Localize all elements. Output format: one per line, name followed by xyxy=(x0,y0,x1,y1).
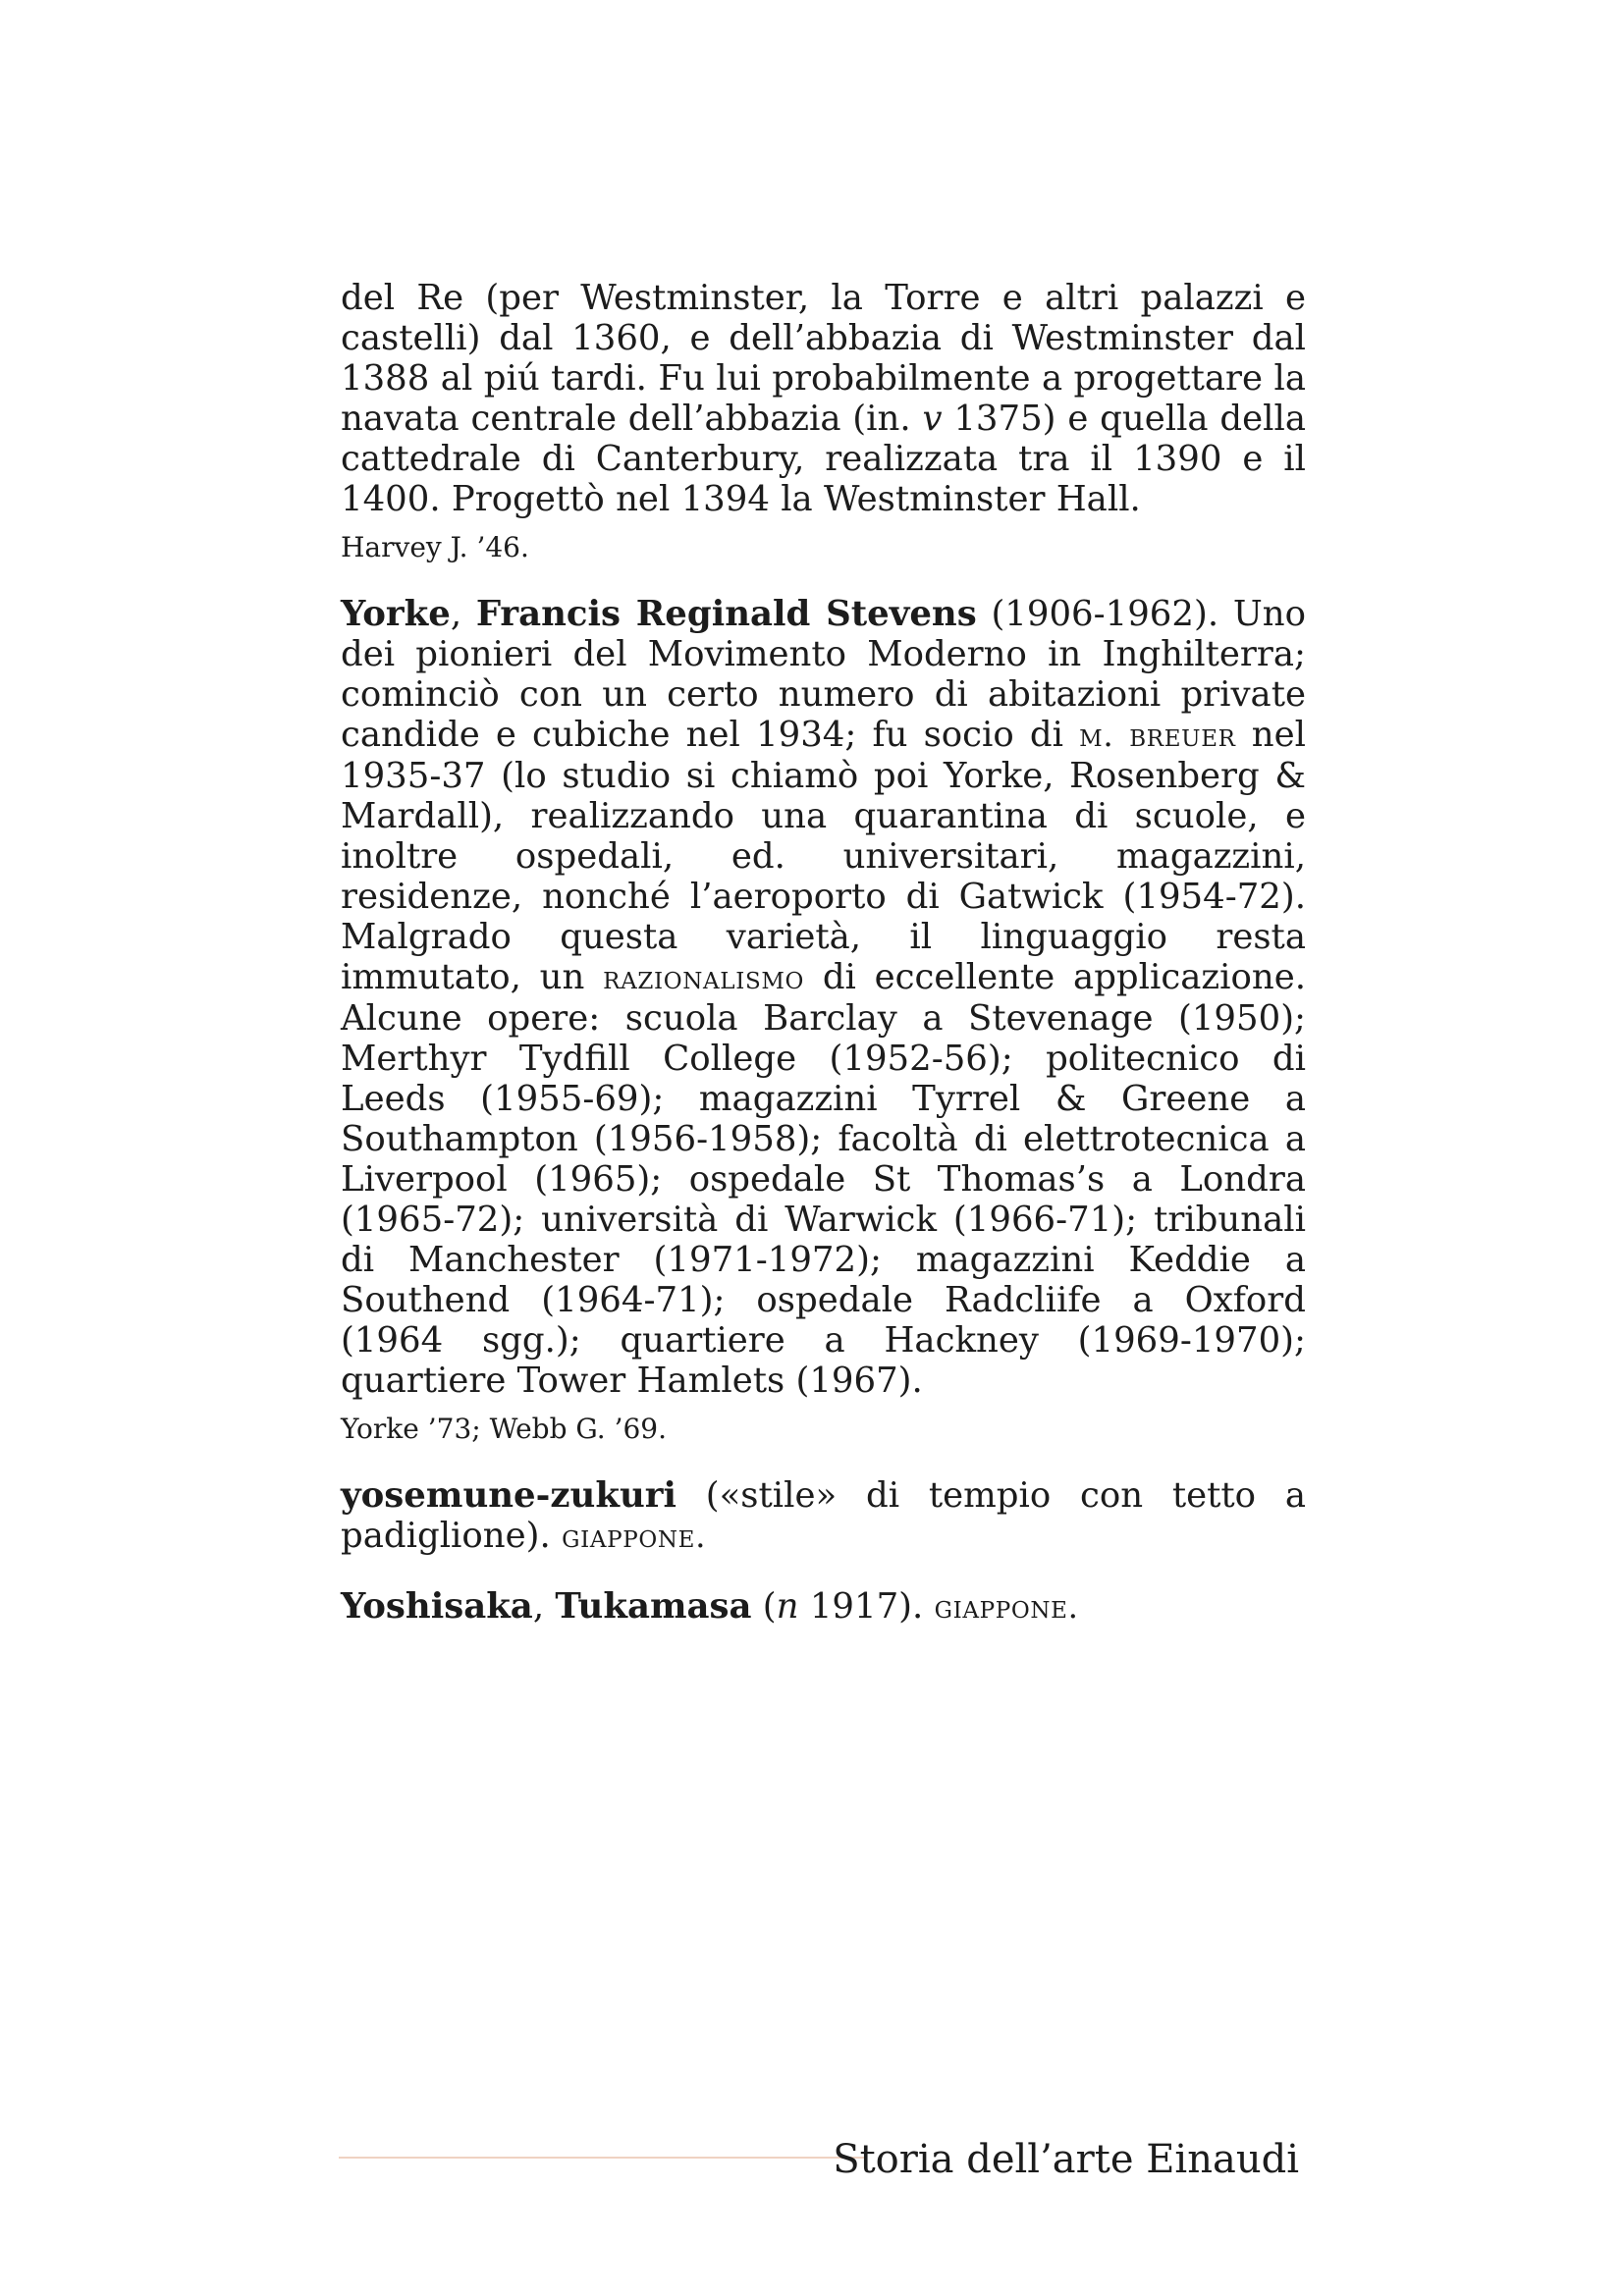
entry-yorke xyxy=(341,594,1306,1446)
cross-reference[interactable]: giappone. xyxy=(562,1518,707,1555)
footer-rule xyxy=(339,2157,865,2159)
entry-headword-name: Francis Reginald Stevens xyxy=(475,594,977,634)
entry-yoshisaka xyxy=(341,1586,1306,1628)
cross-reference[interactable]: razionalismo xyxy=(603,959,805,996)
entry-headword-surname: Yorke xyxy=(341,594,451,634)
cross-reference[interactable]: m. breuer xyxy=(1079,717,1236,754)
entry-headword: yosemune-zukuri xyxy=(341,1475,676,1516)
bibliography-ref: Harvey J. ’46. xyxy=(341,531,529,563)
entry-yosemune-zukuri xyxy=(341,1475,1306,1557)
circa-abbrev: v xyxy=(922,399,943,439)
entry-headword-name: Tukamasa xyxy=(555,1586,752,1627)
page-body xyxy=(341,278,1306,1628)
entry-headword-surname: Yoshisaka xyxy=(341,1586,533,1627)
entry-text: Yorke, Francis Reginald Stevens (1906-1962). Uno dei pionieri del Movimento Moderno in Inghilterra; cominciò con un certo numero di abitazioni private candide e cubiche nel 1934; fu socio di m. breuer nel 1935-37 (lo studio si chiamò poi Yorke, Rosenberg & Mardall), realizzando una quarantina di scuole, e inoltre ospedali, ed. universitari, magazzini, residenze, nonché l’aeroporto di Gatwick (1954-72). Malgrado questa varietà, il linguaggio resta immutato, un razionalismo di eccellente applicazione. Alcune opere: scuola Barclay a Stevenage (1950); Merthyr Tydfill College (1952-56); politecnico di Leeds (1955-69); magazzini Tyrrel & Greene a Southampton (1956-1958); facoltà di elettrotecnica a Liverpool (1965); ospedale St Thomas’s a Londra (1965-72); università di Warwick (1966-71); tribunali di Manchester (1971-1972); magazzini Keddie a Southend (1964-71); ospedale Radcliife a Oxford (1964 sgg.); quartiere a Hackney (1969-1970); quartiere Tower Hamlets (1967). xyxy=(341,594,1306,1401)
entry-text: yosemune-zukuri («stile» di tempio con tetto a padiglione). giappone. xyxy=(341,1475,1306,1556)
entry-text: del Re (per Westminster, la Torre e altri palazzi e castelli) dal 1360, e dell’abbazia di Westminster dal 1388 al piú tardi. Fu lui probabilmente a progettare la navata centrale dell’abbazia (in. v 1375) e quella della cattedrale di Canterbury, realizzata tra il 1390 e il 1400. Progettò nel 1394 la Westminster Hall. xyxy=(341,278,1306,519)
entry-text: Yoshisaka, Tukamasa (n 1917). giappone. xyxy=(341,1586,1079,1627)
footer-title: Storia dell’arte Einaudi xyxy=(833,2137,1299,2182)
entry-westminster-continuation xyxy=(341,278,1306,564)
cross-reference[interactable]: giappone. xyxy=(934,1588,1079,1626)
bibliography-ref: Yorke ’73; Webb G. ’69. xyxy=(341,1413,668,1445)
born-abbrev: n xyxy=(776,1586,799,1627)
